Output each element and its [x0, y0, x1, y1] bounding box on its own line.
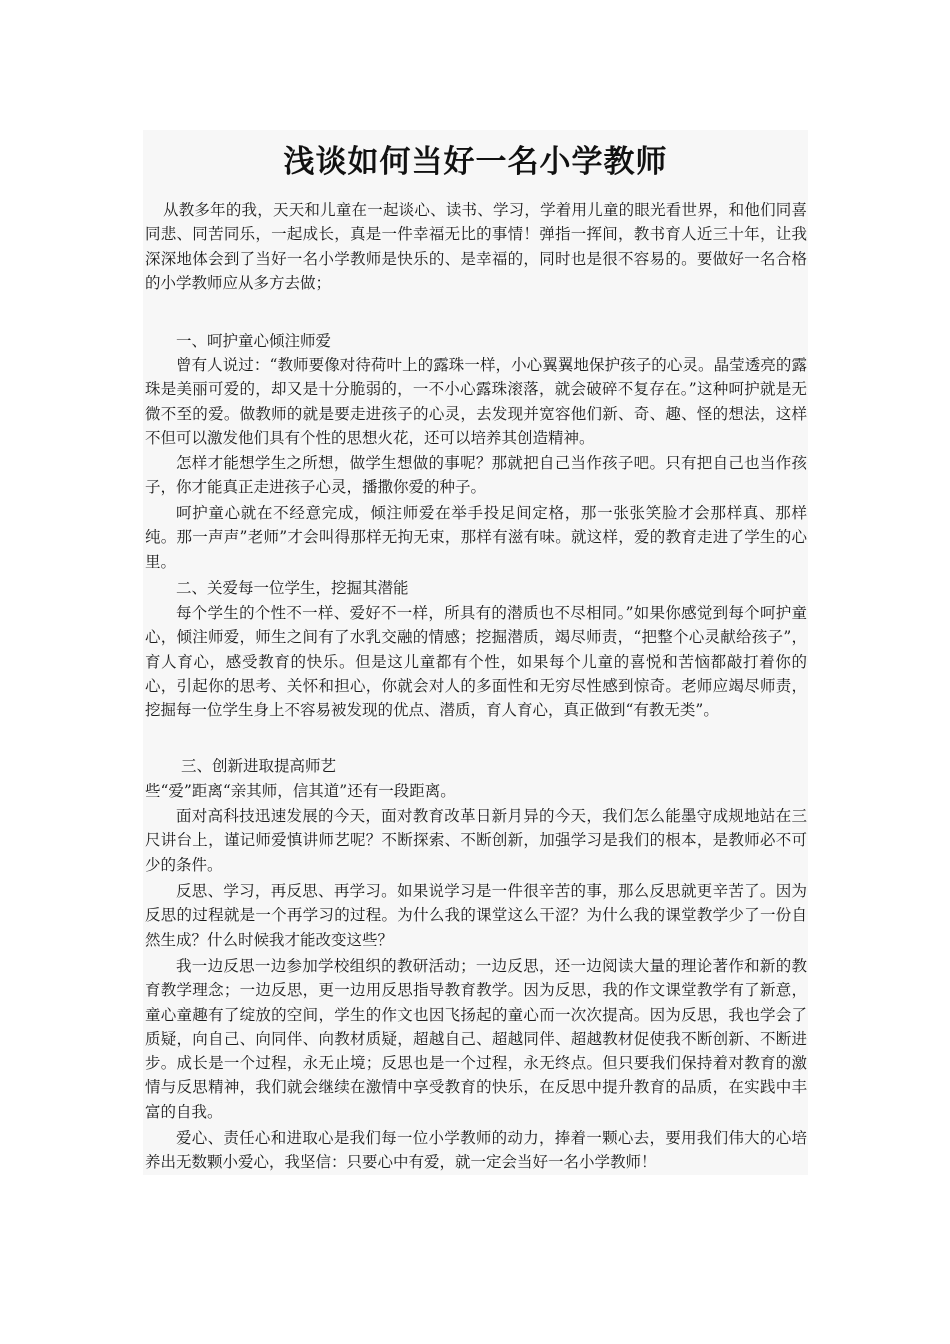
article-title: 浅谈如何当好一名小学教师 [283, 144, 668, 180]
conclusion-paragraph: 爱心、责任心和进取心是我们每一位小学教师的动力，捧着一颗心去，要用我们伟大的心培养出无数颗小爱心，我坚信：只要心中有爱，就一定会当好一名小学教师！ [145, 1129, 807, 1172]
section-3-paragraph-2: 反思、学习，再反思、再学习。如果说学习是一件很辛苦的事，那么反思就更辛苦了。因为反思的过程就是一个再学习的过程。为什么我的课堂这么干涩？为什么我的课堂教学少了一份自然生成？什么时候我才能改变这些？ [145, 882, 807, 949]
section-2-paragraph-1: 每个学生的个性不一样、爱好不一样，所具有的潜质也不尽相同。”如果你感觉到每个呵护童心，倾注师爱，师生之间有了水乳交融的情感；挖掘潜质，竭尽师责，“把整个心灵献给孩子”，育人育心，感受教育的快乐。但是这儿童都有个性，如果每个儿童的喜悦和苦恼都敲打着你的心，引起你的思考、关怀和担心，你就会对人的多面性和无穷尽性感到惊奇。老师应竭尽师责，挖掘每一位学生身上不容易被发现的优点、潜质，育人育心，真正做到“有教无类”。 [145, 604, 807, 720]
article-body [143, 130, 808, 1175]
section-3-paragraph-3: 我一边反思一边参加学校组织的教研活动；一边反思，还一边阅读大量的理论著作和新的教育教学理念；一边反思，更一边用反思指导教育教学。因为反思，我的作文课堂教学有了新意，童心童趣有了绽放的空间，学生的作文也因飞扬起的童心而一次次提高。因为反思，我也学会了质疑，向自己、向同伴、向教材质疑，超越自己、超越同伴、超越教材促使我不断创新、不断进步。成长是一个过程，永无止境；反思也是一个过程，永无终点。但只要我们保持着对教育的激情与反思精神，我们就会继续在激情中享受教育的快乐，在反思中提升教育的品质，在实践中丰富的自我。 [145, 957, 807, 1121]
intro-paragraph: 从教多年的我，天天和儿童在一起谈心、读书、学习，学着用儿童的眼光看世界，和他们同喜同悲、同苦同乐，一起成长，真是一件幸福无比的事情！弹指一挥间，教书育人近三十年，让我深深地体会到了当好一名小学教师是快乐的、是幸福的，同时也是很不容易的。要做好一名合格的小学教师应从多方去做； [145, 201, 807, 292]
section-3-paragraph-1: 面对高科技迅速发展的今天，面对教育改革日新月异的今天，我们怎么能墨守成规地站在三尺讲台上，谨记师爱慎讲师艺呢？不断探索、不断创新，加强学习是我们的根本，是教师必不可少的条件。 [145, 807, 807, 874]
section-3-line: 些“爱”距离“亲其师，信其道”还有一段距离。 [145, 782, 456, 800]
section-1-paragraph-3: 呵护童心就在不经意完成，倾注师爱在举手投足间定格，那一张张笑脸才会那样真、那样纯。那一声声”老师”才会叫得那样无拘无束，那样有滋有味。就这样，爱的教育走进了学生的心里。 [145, 504, 807, 571]
section-1-paragraph-2: 怎样才能想学生之所想，做学生想做的事呢？那就把自己当作孩子吧。只有把自己也当作孩子，你才能真正走进孩子心灵，播撒你爱的种子。 [145, 454, 807, 497]
section-1-heading: 一、呵护童心倾注师爱 [176, 332, 332, 350]
section-2-heading: 二、关爱每一位学生，挖掘其潜能 [176, 579, 409, 597]
section-1-paragraph-1: 曾有人说过：“教师要像对待荷叶上的露珠一样，小心翼翼地保护孩子的心灵。晶莹透亮的露珠是美丽可爱的，却又是十分脆弱的，一不小心露珠滚落，就会破碎不复存在。”这种呵护就是无微不至的爱。做教师的就是要走进孩子的心灵，去发现并宽容他们新、奇、趣、怪的想法，这样不但可以激发他们具有个性的思想火花，还可以培养其创造精神。 [145, 356, 807, 447]
section-3-heading: 三、创新进取提高师艺 [181, 757, 337, 775]
